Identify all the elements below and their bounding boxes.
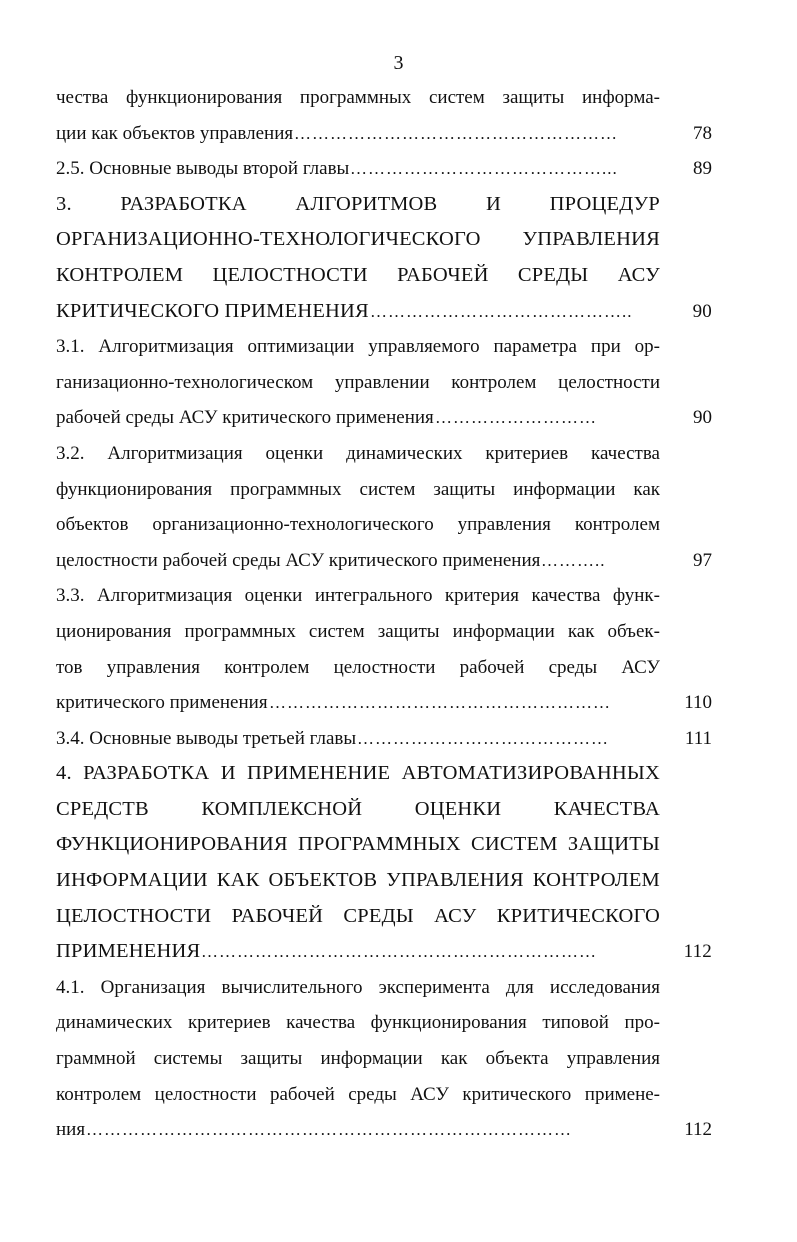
toc-page-number: 111 — [684, 727, 712, 749]
toc-line — [56, 222, 712, 258]
toc-line-text: тов управления контролем целостности рабочей среды АСУ — [56, 656, 660, 678]
toc-line — [56, 436, 712, 472]
toc-line — [56, 970, 712, 1006]
toc-line-text: 4. РАЗРАБОТКА И ПРИМЕНЕНИЕ АВТОМАТИЗИРОВАННЫХ — [56, 762, 660, 785]
toc-line — [56, 685, 712, 721]
toc-line — [56, 614, 712, 650]
toc-line-text: ции как объектов управления — [56, 122, 294, 144]
toc-line-text: КРИТИЧЕСКОГО ПРИМЕНЕНИЯ — [56, 299, 369, 322]
toc-line — [56, 756, 712, 792]
toc-page-number: 89 — [693, 158, 712, 180]
toc-leader-dots: …………………………………….. — [370, 301, 633, 321]
toc-line — [56, 187, 712, 223]
page-number: 3 — [393, 52, 404, 74]
toc-entry-4-1[interactable] — [56, 970, 712, 1148]
toc-line-text: критического применения — [56, 692, 268, 714]
toc-line-text: граммной системы защиты информации как объекта управления — [56, 1048, 660, 1070]
toc-entry-2-5[interactable] — [56, 151, 712, 187]
toc-leader-dots: ……………………………………………… — [294, 123, 618, 143]
toc-line-text: целостности рабочей среды АСУ критического применения — [56, 549, 541, 571]
toc-line — [56, 365, 712, 401]
toc-line-text: объектов организационно-технологического управления контролем — [56, 514, 660, 536]
toc-line-text: ИНФОРМАЦИИ КАК ОБЪЕКТОВ УПРАВЛЕНИЯ КОНТРОЛЕМ — [56, 869, 660, 892]
toc-entry-3-4[interactable] — [56, 721, 712, 757]
toc-line-text: ОРГАНИЗАЦИОННО-ТЕХНОЛОГИЧЕСКОГО УПРАВЛЕНИЯ — [56, 228, 660, 251]
toc-line — [56, 151, 712, 187]
toc-line — [56, 1005, 712, 1041]
toc-leader-dots: ………………………………………………………… — [201, 942, 597, 962]
toc-line — [56, 1077, 712, 1113]
toc-entry-3-3[interactable] — [56, 578, 712, 720]
toc-line-text: контролем целостности рабочей среды АСУ критического примене- — [56, 1083, 660, 1105]
toc-leader-dots: ……………………………………... — [350, 159, 618, 179]
toc-entry-3-1[interactable] — [56, 329, 712, 436]
toc-leader-dots: ………………………………………………… — [269, 693, 611, 713]
toc-line-text: 3. РАЗРАБОТКА АЛГОРИТМОВ И ПРОЦЕДУР — [56, 192, 660, 215]
toc-entry-chapter-3[interactable] — [56, 187, 712, 329]
toc-line-text: 3.3. Алгоритмизация оценки интегрального критерия качества функ- — [56, 585, 660, 607]
toc-line-text: ПРИМЕНЕНИЯ — [56, 940, 201, 963]
toc-line — [56, 650, 712, 686]
toc-page-number: 90 — [693, 407, 712, 429]
toc-line — [56, 400, 712, 436]
toc-line — [56, 329, 712, 365]
toc-line — [56, 899, 712, 935]
toc-line — [56, 1041, 712, 1077]
toc-page-number: 97 — [693, 549, 712, 571]
toc-line-text: функционирования программных систем защиты информации как — [56, 478, 660, 500]
toc-page-number: 78 — [693, 122, 712, 144]
toc-page-number: 90 — [692, 300, 712, 322]
toc-page-number: 112 — [683, 941, 712, 963]
toc-line-text: 2.5. Основные выводы второй главы — [56, 158, 350, 180]
toc-line-text: ФУНКЦИОНИРОВАНИЯ ПРОГРАММНЫХ СИСТЕМ ЗАЩИТЫ — [56, 833, 660, 856]
toc-page-number: 110 — [684, 692, 712, 714]
toc-line — [56, 827, 712, 863]
toc-line — [56, 472, 712, 508]
toc-line-text: динамических критериев качества функционирования типовой про- — [56, 1012, 660, 1034]
toc-line-text: 3.1. Алгоритмизация оптимизации управляемого параметра при ор- — [56, 336, 660, 358]
toc-line — [56, 863, 712, 899]
toc-line — [56, 543, 712, 579]
toc-leader-dots: ……….. — [541, 550, 606, 570]
toc-entry-3-2[interactable] — [56, 436, 712, 578]
toc-leader-dots: …………………………………… — [357, 728, 609, 748]
toc-line — [56, 721, 712, 757]
toc-line — [56, 294, 712, 330]
toc-line — [56, 792, 712, 828]
toc-line — [56, 116, 712, 152]
toc-line-text: 3.4. Основные выводы третьей главы — [56, 727, 357, 749]
toc-line-text: КОНТРОЛЕМ ЦЕЛОСТНОСТИ РАБОЧЕЙ СРЕДЫ АСУ — [56, 263, 660, 286]
toc-page-number: 112 — [684, 1119, 712, 1141]
toc-line-text: ционирования программных систем защиты информации как объек- — [56, 620, 660, 642]
toc-entry-2-4-continued[interactable] — [56, 80, 712, 151]
toc-line-text: 3.2. Алгоритмизация оценки динамических критериев качества — [56, 442, 660, 464]
toc-line — [56, 1112, 712, 1148]
toc-line-text: чества функционирования программных систем защиты информа- — [56, 87, 660, 108]
toc-line-text: ния — [56, 1119, 86, 1141]
toc-line — [56, 258, 712, 294]
toc-line-text: ЦЕЛОСТНОСТИ РАБОЧЕЙ СРЕДЫ АСУ КРИТИЧЕСКОГО — [56, 904, 660, 927]
table-of-contents — [56, 80, 712, 1148]
toc-line-text: ганизационно-технологическом управлении контролем целостности — [56, 371, 660, 393]
toc-line — [56, 578, 712, 614]
toc-line — [56, 934, 712, 970]
toc-line-text: 4.1. Организация вычислительного эксперимента для исследования — [56, 976, 660, 998]
toc-line — [56, 80, 712, 116]
toc-leader-dots: ……………………………………………………………………… — [86, 1120, 572, 1140]
toc-line — [56, 507, 712, 543]
toc-line-text: СРЕДСТВ КОМПЛЕКСНОЙ ОЦЕНКИ КАЧЕСТВА — [56, 797, 660, 820]
toc-leader-dots: ……………………… — [435, 408, 597, 428]
toc-line-text: рабочей среды АСУ критического применения — [56, 407, 434, 429]
toc-entry-chapter-4[interactable] — [56, 756, 712, 970]
